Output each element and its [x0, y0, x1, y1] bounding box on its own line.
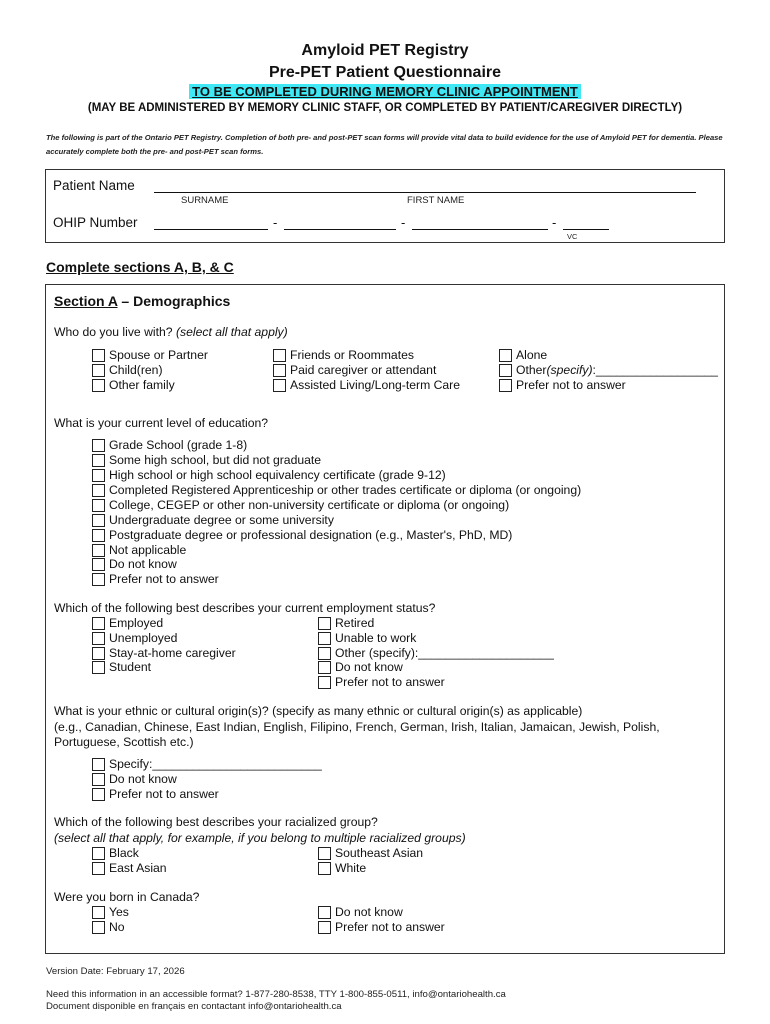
option-label: Do not know [109, 557, 177, 571]
question-text: Who do you live with? [54, 325, 176, 339]
checkbox[interactable] [92, 349, 105, 362]
option-label: Child(ren) [109, 363, 163, 377]
section-a-box [45, 284, 725, 954]
employment-option[interactable] [92, 660, 151, 675]
section-a-name: – Demographics [117, 293, 231, 309]
checkbox[interactable] [273, 364, 286, 377]
employment-option[interactable] [92, 616, 163, 631]
option-label: Southeast Asian [335, 846, 424, 860]
surname-label: SURNAME [181, 195, 229, 206]
option-label: Alone [516, 348, 548, 362]
option-spouse[interactable] [92, 348, 208, 363]
racial-option[interactable] [318, 846, 423, 861]
checkbox[interactable] [273, 349, 286, 362]
checkbox[interactable] [318, 906, 331, 919]
option-children[interactable] [92, 363, 163, 378]
option-alone[interactable] [499, 348, 547, 363]
checkbox[interactable] [92, 921, 105, 934]
checkbox[interactable] [92, 647, 105, 660]
option-label: Prefer not to answer [335, 675, 445, 689]
completion-banner-text: TO BE COMPLETED DURING MEMORY CLINIC APPOINTMENT [189, 84, 581, 99]
checkbox[interactable] [92, 484, 105, 497]
checkbox[interactable] [318, 676, 331, 689]
section-a-title [54, 293, 230, 309]
ethnic-origin-examples: (e.g., Canadian, Chinese, East Indian, English, Filipino, French, German, Irish, Italian, Jamaican, Jewish, Polish, [54, 720, 660, 734]
racial-option[interactable] [318, 861, 366, 876]
option-label: Prefer not to answer [109, 572, 219, 586]
checkbox[interactable] [318, 632, 331, 645]
section-a-label: Section A [54, 293, 118, 309]
checkbox[interactable] [92, 514, 105, 527]
ohip-field-2[interactable] [284, 229, 396, 230]
living-situation-question [54, 325, 288, 340]
education-option[interactable] [92, 557, 177, 572]
option-label: Employed [109, 616, 164, 630]
option-label: Grade School (grade 1-8) [109, 438, 248, 452]
education-question: What is your current level of education? [54, 416, 269, 430]
education-option[interactable] [92, 513, 334, 528]
option-label: Do not know [335, 905, 403, 919]
administration-note: (MAY BE ADMINISTERED BY MEMORY CLINIC STAFF, OR COMPLETED BY PATIENT/CAREGIVER DIRECTLY) [87, 102, 683, 114]
ethnic-origin-examples-cont: Portuguese, Scottish etc.) [54, 735, 194, 749]
option-label: Yes [109, 905, 129, 919]
option-label: Other family [109, 378, 175, 392]
checkbox[interactable] [92, 788, 105, 801]
checkbox[interactable] [92, 661, 105, 674]
checkbox[interactable] [318, 617, 331, 630]
checkbox[interactable] [318, 661, 331, 674]
option-label: Prefer not to answer [109, 787, 219, 801]
checkbox[interactable] [92, 379, 105, 392]
education-option[interactable] [92, 528, 512, 543]
option-label: Do not know [109, 772, 177, 786]
intro-text: The following is part of the Ontario PET Registry. Completion of both pre- and post-PET scan forms will provide vital data to build evidence for the use of Amyloid PET for dementia. Please accurately complete both the pre- and post-PET scan forms. [46, 133, 723, 156]
checkbox[interactable] [92, 544, 105, 557]
option-label: No [109, 920, 125, 934]
specify-field[interactable]: Specify:_________________________ [109, 757, 322, 771]
employment-option[interactable] [318, 646, 554, 661]
option-assisted-living[interactable] [273, 378, 460, 393]
option-label: Paid caregiver or attendant [290, 363, 437, 377]
patient-name-field[interactable] [154, 192, 696, 193]
option-prefer-not[interactable] [499, 378, 626, 393]
ohip-dash: - [401, 215, 406, 230]
option-hint: (specify) [546, 363, 593, 377]
education-option[interactable] [92, 453, 321, 468]
sections-instruction: Complete sections A, B, & C [46, 259, 234, 275]
born-in-canada-question: Were you born in Canada? [54, 890, 200, 904]
ohip-dash: - [273, 215, 278, 230]
option-friends[interactable] [273, 348, 414, 363]
checkbox[interactable] [318, 921, 331, 934]
option-label: Assisted Living/Long-term Care [290, 378, 461, 392]
option-label: Black [109, 846, 139, 860]
checkbox[interactable] [92, 529, 105, 542]
option-label: Not applicable [109, 543, 187, 557]
born-canada-unknown[interactable] [318, 905, 403, 920]
option-label: Other [516, 363, 547, 377]
checkbox[interactable] [92, 758, 105, 771]
racialized-group-hint: (select all that apply, for example, if you belong to multiple racialized groups) [54, 831, 466, 845]
checkbox[interactable] [92, 558, 105, 571]
checkbox[interactable] [318, 847, 331, 860]
employment-option[interactable] [318, 660, 403, 675]
option-label: Do not know [335, 660, 403, 674]
born-canada-prefer-not[interactable] [318, 920, 445, 935]
checkbox[interactable] [92, 862, 105, 875]
ohip-field-3[interactable] [412, 229, 548, 230]
racialized-group-question: Which of the following best describes your racialized group? [54, 815, 378, 829]
checkbox[interactable] [318, 862, 331, 875]
version-code-label: VC [567, 232, 578, 241]
option-label: Spouse or Partner [109, 348, 208, 362]
option-label: Postgraduate degree or professional designation (e.g., Master's, PhD, MD) [109, 528, 513, 542]
employment-option[interactable] [318, 631, 416, 646]
option-label: Prefer not to answer [335, 920, 445, 934]
employment-option[interactable] [92, 631, 177, 646]
option-label: Completed Registered Apprenticeship or other trades certificate or diploma (or ongoing) [109, 483, 582, 497]
option-other-specify[interactable] [499, 363, 718, 378]
option-label: Student [109, 660, 152, 674]
born-canada-no[interactable] [92, 920, 125, 935]
option-label: Prefer not to answer [516, 378, 626, 392]
checkbox[interactable] [92, 499, 105, 512]
checkbox[interactable] [92, 573, 105, 586]
option-label: High school or high school equivalency certificate (grade 9-12) [109, 468, 446, 482]
ohip-dash: - [552, 215, 557, 230]
option-label: College, CEGEP or other non-university certificate or diploma (or ongoing) [109, 498, 510, 512]
ohip-version-code-field[interactable] [563, 229, 609, 230]
checkbox[interactable] [499, 364, 512, 377]
question-hint: (select all that apply) [175, 325, 288, 339]
option-label: Unemployed [109, 631, 178, 645]
option-label: Unable to work [335, 631, 417, 645]
form-title: Amyloid PET Registry [301, 42, 469, 59]
ethnic-option[interactable] [92, 787, 219, 802]
option-label: Stay-at-home caregiver [109, 646, 236, 660]
completion-banner [0, 84, 770, 99]
version-date: Version Date: February 17, 2026 [46, 966, 185, 977]
employment-option[interactable] [318, 616, 374, 631]
option-label: Friends or Roommates [290, 348, 414, 362]
ethnic-option[interactable] [92, 772, 177, 787]
checkbox[interactable] [92, 847, 105, 860]
checkbox[interactable] [92, 773, 105, 786]
checkbox[interactable] [92, 469, 105, 482]
employment-question: Which of the following best describes your current employment status? [54, 601, 436, 615]
ethnic-origin-question: What is your ethnic or cultural origin(s)? (specify as many ethnic or cultural origin(s) as applicable) [54, 704, 583, 718]
checkbox[interactable] [92, 632, 105, 645]
education-option[interactable] [92, 498, 509, 513]
accessibility-note: Need this information in an accessible format? 1-877-280-8538, TTY 1-800-855-0511, info@ontariohealth.ca [46, 989, 506, 1000]
ohip-field-1[interactable] [154, 229, 268, 230]
form-subtitle: Pre-PET Patient Questionnaire [268, 64, 502, 81]
option-paid-caregiver[interactable] [273, 363, 436, 378]
checkbox[interactable] [92, 439, 105, 452]
option-other-family[interactable] [92, 378, 175, 393]
option-label: White [335, 861, 367, 875]
ohip-number-label: OHIP Number [53, 215, 138, 230]
education-option[interactable] [92, 572, 219, 587]
option-label: Some high school, but did not graduate [109, 453, 322, 467]
option-label: Retired [335, 616, 375, 630]
french-note: Document disponible en français en contactant info@ontariohealth.ca [46, 1001, 342, 1012]
patient-info-box [45, 169, 725, 243]
checkbox[interactable] [499, 379, 512, 392]
checkbox[interactable] [318, 647, 331, 660]
option-label: Undergraduate degree or some university [109, 513, 334, 527]
option-label: Other (specify):____________________ [335, 646, 554, 660]
ethnic-specify-option[interactable] [92, 757, 322, 772]
employment-option[interactable] [318, 675, 445, 690]
education-option[interactable] [92, 483, 581, 498]
option-label: East Asian [109, 861, 167, 875]
checkbox[interactable] [92, 617, 105, 630]
first-name-label: FIRST NAME [407, 195, 465, 206]
patient-name-label: Patient Name [53, 178, 135, 193]
checkbox[interactable] [92, 364, 105, 377]
specify-field[interactable]: :__________________ [592, 363, 718, 377]
racial-option[interactable] [92, 846, 139, 861]
education-option[interactable] [92, 468, 446, 483]
employment-option[interactable] [92, 646, 236, 661]
education-option[interactable] [92, 438, 247, 453]
checkbox[interactable] [92, 906, 105, 919]
racial-option[interactable] [92, 861, 167, 876]
checkbox[interactable] [499, 349, 512, 362]
checkbox[interactable] [92, 454, 105, 467]
born-canada-yes[interactable] [92, 905, 129, 920]
checkbox[interactable] [273, 379, 286, 392]
education-option[interactable] [92, 543, 186, 558]
